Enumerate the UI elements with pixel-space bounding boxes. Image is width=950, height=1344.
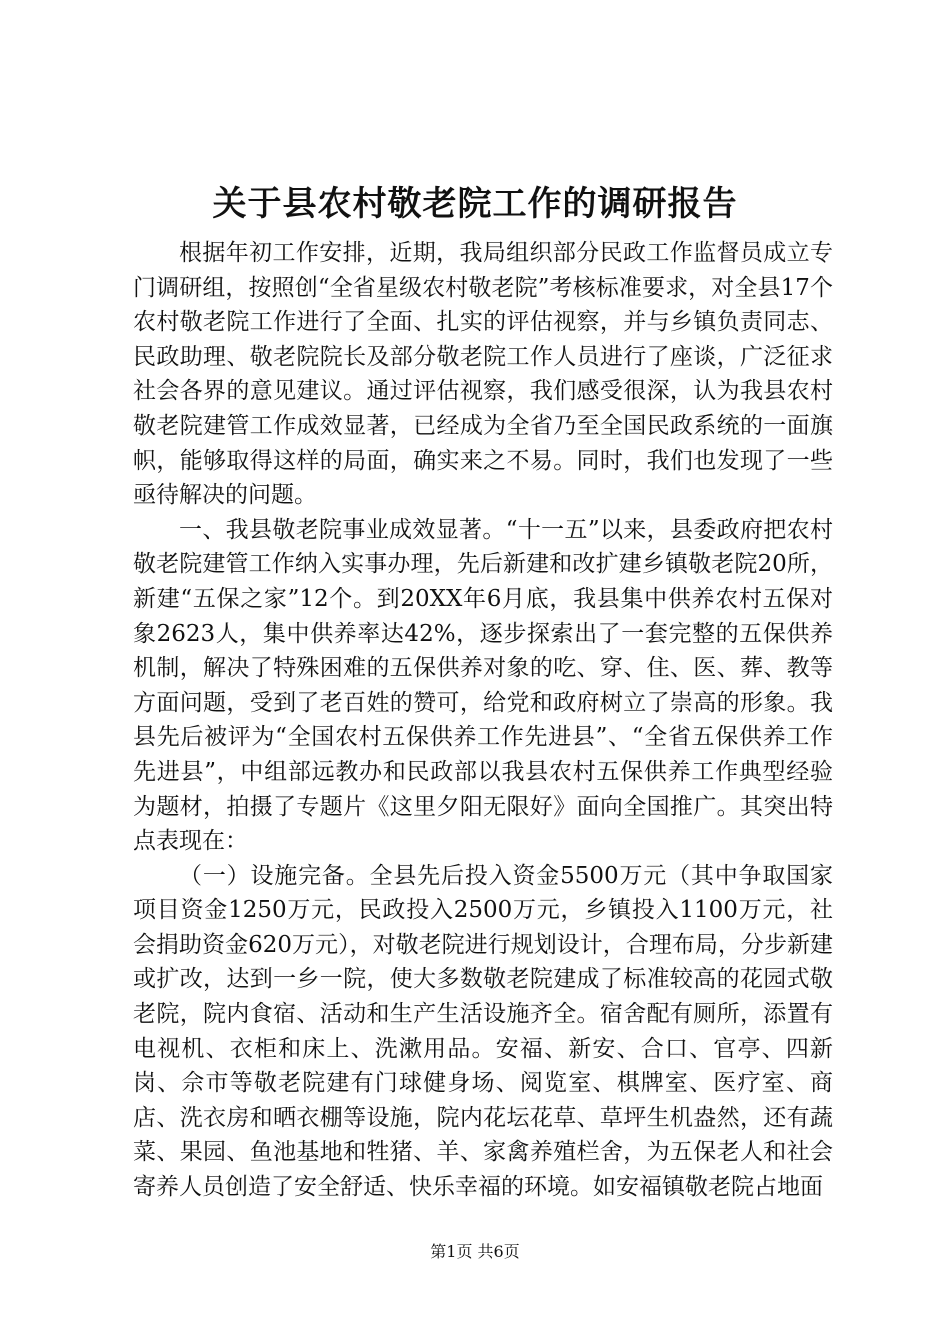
paragraph-facilities: （一）设施完备。全县先后投入资金5500万元（其中争取国家项目资金1250万元，民政投入2500万元，乡镇投入1100万元，社会捐助资金620万元），对敬老院进行规划设计，合理布局，分步新建或扩改，达到一乡一院，使大多数敬老院建成了标准较高的花园式敬老院，院内食宿、活动和生产生活设施齐全。宿舍配有厕所，添置有电视机、衣柜和床上、洗漱用品。安福、新安、合口、官亭、四新岗、佘市等敬老院建有门球健身场、阅览室、棋牌室、医疗室、商店、洗衣房和晒衣棚等设施，院内花坛花草、草坪生机盎然，还有蔬菜、果园、鱼池基地和牲猪、羊、家禽养殖栏舍，为五保老人和社会寄养人员创造了安全舒适、快乐幸福的环境。如安福镇敬老院占地面 xyxy=(133,862,833,1201)
page-number: 第1页 共6页 xyxy=(430,1242,520,1261)
document-body xyxy=(133,236,833,1205)
document-title: 关于县农村敬老院工作的调研报告 xyxy=(212,184,738,224)
paragraph-section-one: 一、我县敬老院事业成效显著。“十一五”以来，县委政府把农村敬老院建管工作纳入实事办理，先后新建和改扩建乡镇敬老院20所，新建“五保之家”12个。到20XX年6月底，我县集中供养农村五保对象2623人，集中供养率达42%，逐步探索出了一套完整的五保供养机制，解决了特殊困难的五保供养对象的吃、穿、住、医、葬、教等方面问题，受到了老百姓的赞可，给党和政府树立了崇高的形象。我县先后被评为“全国农村五保供养工作先进县”、“全省五保供养工作先进县”，中组部远教办和民政部以我县农村五保供养工作典型经验为题材，拍摄了专题片《这里夕阳无限好》面向全国推广。其突出特点表现在： xyxy=(133,516,833,855)
paragraph-intro: 根据年初工作安排，近期，我局组织部分民政工作监督员成立专门调研组，按照创“全省星级农村敬老院”考核标准要求，对全县17个农村敬老院工作进行了全面、扎实的评估视察，并与乡镇负责同志、民政助理、敬老院院长及部分敬老院工作人员进行了座谈，广泛征求社会各界的意见建议。通过评估视察，我们感受很深，认为我县农村敬老院建管工作成效显著，已经成为全省乃至全国民政系统的一面旗帜，能够取得这样的局面，确实来之不易。同时，我们也发现了一些亟待解决的问题。 xyxy=(133,240,833,509)
